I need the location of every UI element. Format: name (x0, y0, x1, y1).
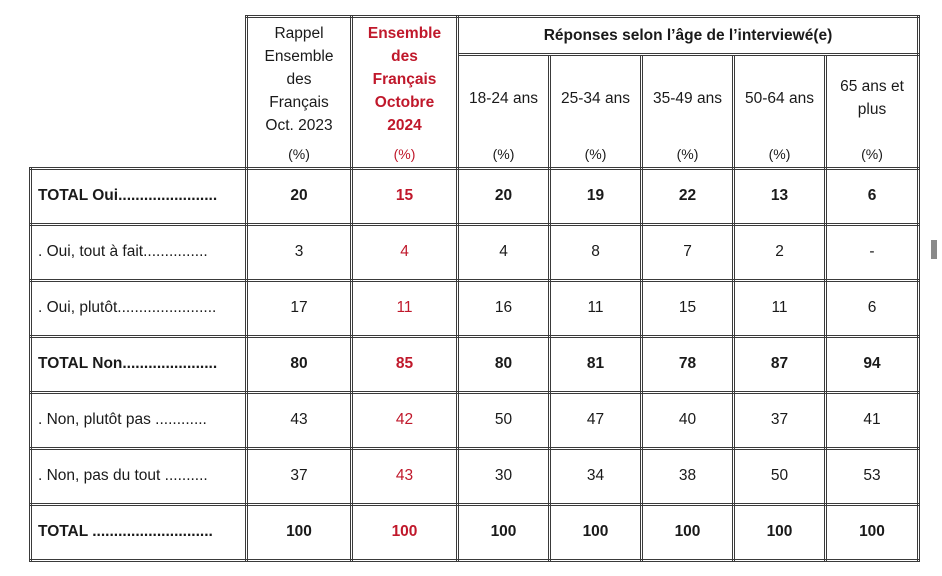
value-cell-2024: 11 (352, 280, 458, 336)
row-label: . Non, plutôt pas ............ (31, 392, 247, 448)
unit-label: (%) (734, 141, 826, 169)
value-cell: 100 (826, 504, 919, 560)
row-label: . Oui, plutôt....................... (31, 280, 247, 336)
value-cell: 17 (247, 280, 352, 336)
value-cell-2024: 100 (352, 504, 458, 560)
header-rappel (247, 17, 352, 141)
value-cell: 50 (458, 392, 550, 448)
value-cell: 11 (734, 280, 826, 336)
scrollbar-thumb[interactable] (931, 240, 937, 259)
table-row (31, 336, 919, 392)
row-label: . Non, pas du tout .......... (31, 448, 247, 504)
value-cell: 22 (642, 168, 734, 224)
value-cell: 16 (458, 280, 550, 336)
empty-corner (31, 17, 247, 169)
value-cell: 11 (550, 280, 642, 336)
value-cell: 81 (550, 336, 642, 392)
row-label: . Oui, tout à fait............... (31, 224, 247, 280)
value-cell: 3 (247, 224, 352, 280)
value-cell: 4 (458, 224, 550, 280)
header-row-top (31, 17, 919, 55)
header-ensemble-line: Octobre (374, 93, 435, 111)
value-cell: 13 (734, 168, 826, 224)
value-cell: 47 (550, 392, 642, 448)
value-cell: 41 (826, 392, 919, 448)
value-cell: 2 (734, 224, 826, 280)
row-label: TOTAL Oui....................... (31, 168, 247, 224)
value-cell: 87 (734, 336, 826, 392)
value-cell: 37 (247, 448, 352, 504)
table-row (31, 392, 919, 448)
value-cell: 94 (826, 336, 919, 392)
header-age-65-line: 65 ans et (840, 78, 904, 96)
value-cell: 100 (247, 504, 352, 560)
value-cell: 40 (642, 392, 734, 448)
value-cell: 100 (642, 504, 734, 560)
unit-label: (%) (550, 141, 642, 169)
row-label: TOTAL Non...................... (31, 336, 247, 392)
value-cell-2024: 4 (352, 224, 458, 280)
value-cell: 100 (458, 504, 550, 560)
value-cell: - (826, 224, 919, 280)
value-cell: 80 (458, 336, 550, 392)
value-cell: 6 (826, 168, 919, 224)
table-row (31, 168, 919, 224)
value-cell: 53 (826, 448, 919, 504)
value-cell-2024: 85 (352, 336, 458, 392)
value-cell: 30 (458, 448, 550, 504)
value-cell-2024: 15 (352, 168, 458, 224)
row-label: TOTAL ............................ (31, 504, 247, 560)
table-body (31, 168, 919, 560)
unit-label: (%) (826, 141, 919, 169)
header-age-18-24: 18-24 ans (458, 55, 550, 141)
value-cell: 6 (826, 280, 919, 336)
header-age-65-plus (826, 55, 919, 141)
value-cell-2024: 42 (352, 392, 458, 448)
value-cell: 7 (642, 224, 734, 280)
value-cell-2024: 43 (352, 448, 458, 504)
unit-label: (%) (458, 141, 550, 169)
value-cell: 38 (642, 448, 734, 504)
header-ensemble-2024 (352, 17, 458, 141)
header-age-35-49: 35-49 ans (642, 55, 734, 141)
table-row (31, 504, 919, 560)
header-ensemble-line: Français (372, 70, 437, 88)
value-cell: 100 (734, 504, 826, 560)
value-cell: 78 (642, 336, 734, 392)
header-age-25-34: 25-34 ans (550, 55, 642, 141)
unit-label: (%) (642, 141, 734, 169)
header-rappel-line: Rappel (274, 24, 324, 42)
header-age-65-line: plus (857, 101, 887, 119)
unit-label: (%) (352, 141, 458, 169)
value-cell: 37 (734, 392, 826, 448)
header-rappel-line: des (286, 70, 312, 88)
survey-results-table (29, 15, 920, 562)
value-cell: 43 (247, 392, 352, 448)
value-cell: 15 (642, 280, 734, 336)
value-cell: 100 (550, 504, 642, 560)
header-rappel-line: Ensemble (264, 47, 334, 65)
value-cell: 80 (247, 336, 352, 392)
value-cell: 8 (550, 224, 642, 280)
value-cell: 34 (550, 448, 642, 504)
header-rappel-line: Français (269, 93, 329, 111)
value-cell: 20 (458, 168, 550, 224)
value-cell: 19 (550, 168, 642, 224)
header-ensemble-line: 2024 (387, 116, 422, 134)
table-row (31, 448, 919, 504)
header-age-50-64: 50-64 ans (734, 55, 826, 141)
table-row (31, 224, 919, 280)
header-age-group: Réponses selon l’âge de l’interviewé(e) (458, 17, 919, 55)
value-cell: 20 (247, 168, 352, 224)
header-ensemble-line: des (391, 47, 418, 65)
value-cell: 50 (734, 448, 826, 504)
header-rappel-line: Oct. 2023 (265, 116, 333, 134)
unit-label: (%) (247, 141, 352, 169)
table-row (31, 280, 919, 336)
header-ensemble-line: Ensemble (367, 24, 442, 42)
